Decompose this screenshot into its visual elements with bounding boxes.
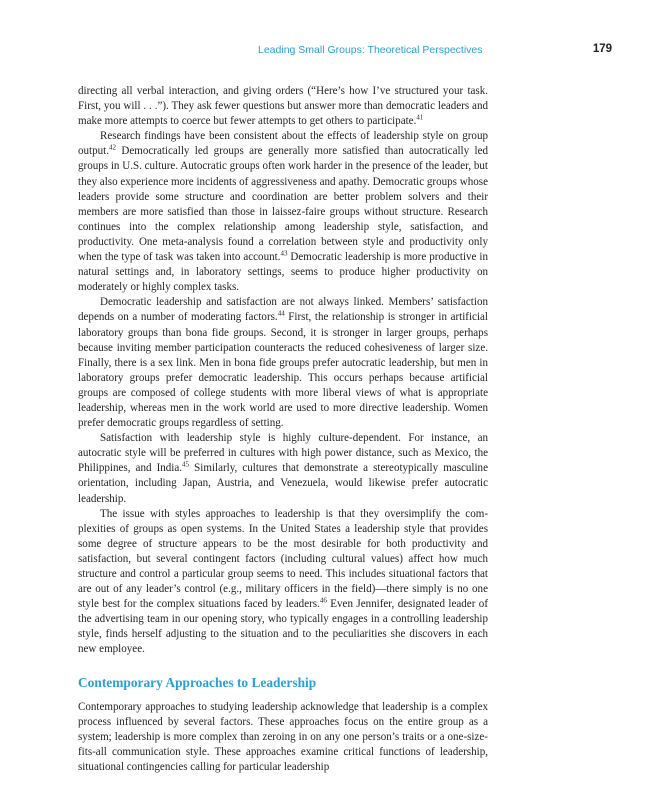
paragraph-4 [78,431,488,506]
endnote-43: 43 [280,249,288,258]
paragraph-6 [78,700,488,775]
page-number: 179 [592,43,612,55]
body-text [78,84,488,775]
paragraph-1-text: directing all verbal interaction, and giving orders (“Here’s how I’ve structured your task. First, you will . . .”). They ask fewer questions but answer more than democratic leaders and make more attempts to coerce but fewer attempts to get others to participate. [78,85,488,128]
endnote-41: 41 [416,113,424,122]
paragraph-3-text-a: Democratic leadership and satisfaction are not always linked. Members’ satisfaction depends on a number of moderating factors. [78,296,488,324]
paragraph-2-text-c: Democratic leadership is more productive in natural settings and, in laboratory settings, seems to produce higher productivity on moderately or highly complex tasks. [78,251,489,294]
section-heading: Contemporary Approaches to Leadership [78,674,317,690]
paragraph-3-text-b: First, the relationship is stronger in artificial laboratory groups than bona fide groups. Second, it is stronger in larger groups, perhaps because inviting member participation counteracts the reduced cohesiveness of larger size. Finally, there is a sex link. Men in bona fide groups prefer autocratic leadership, but men in laboratory groups prefer democratic leadership. This occurs perhaps because artificial groups are composed of college students with more liberal views of what is appropriate leadership, whereas men in the work world are used to more directive leadership. Women prefer democratic groups regardless of setting. [78,311,489,430]
paragraph-5-text-b: Even Jennifer, designated leader of the advertising team in our opening story, who typically engages in a controlling leadership style, finds herself adjusting to the situation and to the peculiarities she discovers in each new employee. [78,598,489,656]
endnote-42: 42 [109,143,116,152]
paragraph-4-text-b: Similarly, cultures that demonstrate a stereotypically masculine orientation, including Japan, Austria, and Venezuela, would likewise prefer autocratic leadership. [78,462,488,505]
paragraph-2-text-a: Research findings have been consistent about the effects of leadership style on group output. [78,130,488,158]
paragraph-5-text-a: The issue with styles approaches to leadership is that they oversimplify the complexities of groups as open systems. In the United States a leadership style that provides some degree of structure appears to be the most desirable for both productivity and satisfaction, but several contingent factors (including cultural values) affect how much structure and control a particular group seems to need. This includes situational factors that are out of any leader’s control (e.g., military officers in the field)—there simply is no one style best for the complex situations faced by leaders. [78,507,488,611]
endnote-44: 44 [277,309,285,318]
paragraph-1 [78,84,488,129]
endnote-45: 45 [182,460,190,469]
paragraph-5 [78,507,488,658]
running-title: Leading Small Groups: Theoretical Perspectives [258,44,483,56]
paragraph-4-text-a: Satisfaction with leadership style is highly culture-dependent. For instance, an autocratic style will be preferred in cultures with high power distance, such as Mexico, the Philippines, and India. [78,432,488,475]
paragraph-2 [78,129,488,295]
paragraph-2-text-b: Democratically led groups are generally more satisfied than autocratically led groups in U.S. culture. Autocratic groups often work harder in the presence of the leader, but they also experience more incidents of aggressiveness and apathy. Democratic groups whose leaders provide some structure and coordination are better problem solvers and their members are more satisfied than those in laissez-faire groups without structure. Research continues into the complex relationship among leadership style, satisfaction, and productivity. One meta-analysis found a correlation between style and productivity only when the type of task was taken into account. [78,145,488,264]
paragraph-3 [78,295,488,431]
running-head [0,44,645,60]
paragraph-6-text: Contemporary approaches to studying leadership acknowledge that leadership is a complex process influenced by several factors. These approaches focus on the entire group as a system; leadership is more complex than zeroing in on any one person’s traits or a one-size-fits-all communication style. These approaches examine critical functions of leadership, situational contingencies calling for particular leadership [78,700,488,773]
endnote-46: 46 [319,596,327,605]
